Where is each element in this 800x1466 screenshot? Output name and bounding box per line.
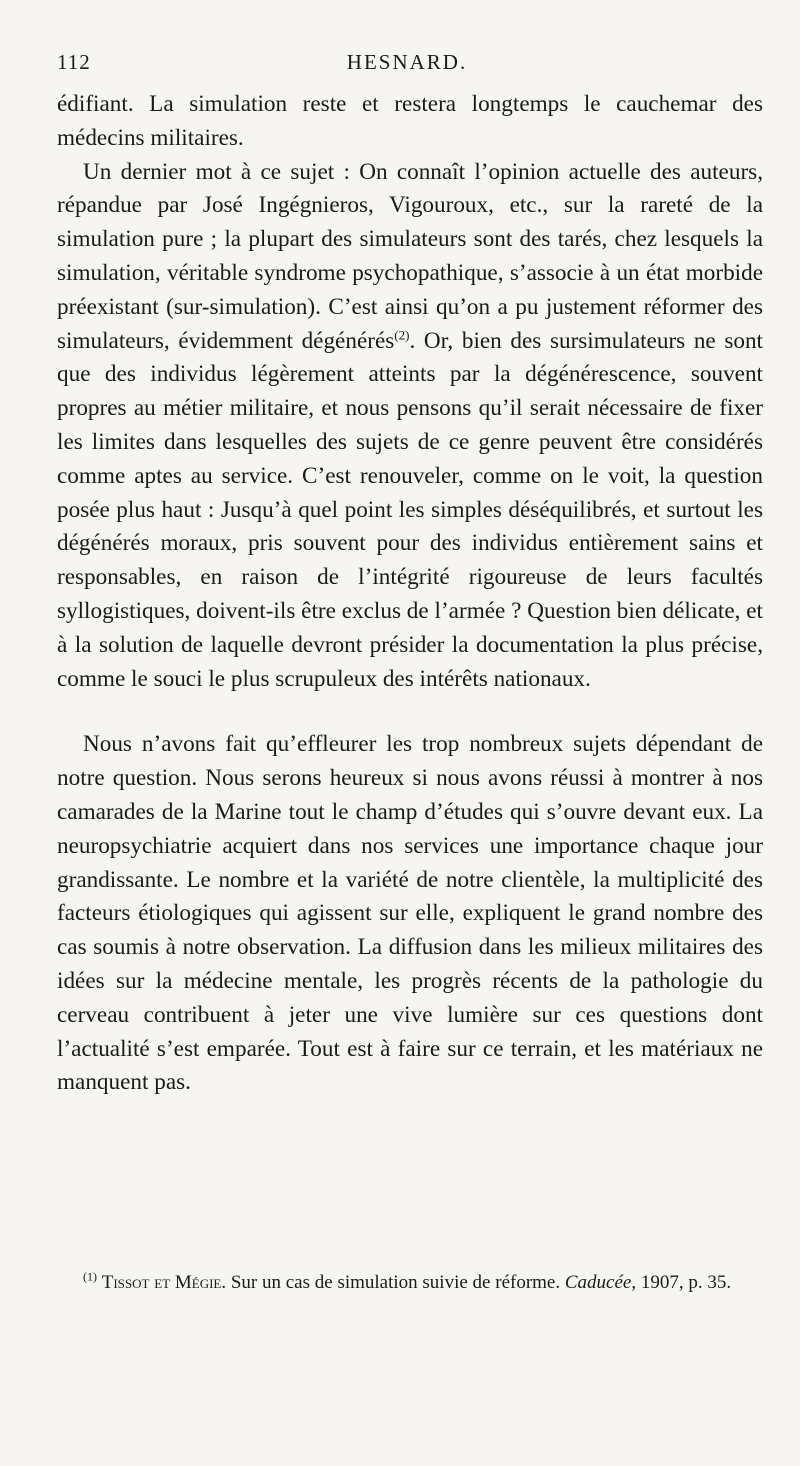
paragraph-2 xyxy=(57,156,763,697)
footnotes xyxy=(57,1268,763,1297)
body-text xyxy=(57,88,763,1100)
footnote-reference-2: (2) xyxy=(394,326,410,342)
page-number: 112 xyxy=(57,50,91,74)
footnote-marker: (1) xyxy=(83,1269,97,1284)
running-head-author: HESNARD. xyxy=(346,50,468,74)
paragraph-1: édifiant. La simulation reste et restera longtemps le cauchemar des médecins militaires. xyxy=(57,91,763,151)
footnote-journal: Caducée xyxy=(564,1272,632,1293)
footnote-authors: Tissot et Mégie. xyxy=(101,1272,227,1293)
running-head xyxy=(57,50,757,82)
footnote-1 xyxy=(57,1268,763,1297)
footnote-text: Sur un cas de simulation suivie de réforme. xyxy=(226,1272,565,1293)
paragraph-2-part-2: . Or, bien des sursimulateurs ne sont que des individus légèrement atteints par la dégénérescence, souvent propres au métier militaire, et nous pensons qu’il serait nécessaire de fixer les limites dans lesquelles des sujets de ce genre peuvent être considérés comme aptes au service. C’est renouveler, comme on le voit, la question posée plus haut : Jusqu’à quel point les simples déséquilibrés, et surtout les dégénérés moraux, pris souvent pour des individus entièrement sains et responsables, en raison de l’intégrité rigoureuse de leurs facultés syllogistiques, doivent-ils être exclus de l’armée ? Question bien délicate, et à la solution de laquelle devront présider la documentation la plus précise, comme le souci le plus scrupuleux des intérêts nationaux. xyxy=(57,327,763,692)
footnote-tail: , 1907, p. 35. xyxy=(631,1272,732,1293)
paragraph-3: Nous n’avons fait qu’effleurer les trop nombreux sujets dépendant de notre question. Nous serons heureux si nous avons réussi à montrer à nos camarades de la Marine tout le champ d’études qui s’ouvre devant eux. La neuropsychiatrie acquiert dans nos services une importance chaque jour grandissante. Le nombre et la variété de notre clientèle, la multiplicité des facteurs étiologiques qui agissent sur elle, expliquent le grand nombre des cas soumis à notre observation. La diffusion dans les milieux militaires des idées sur la médecine mentale, les progrès récents de la pathologie du cerveau contribuent à jeter une vive lumière sur ces questions dont l’actualité s’est emparée. Tout est à faire sur ce terrain, et les matériaux ne manquent pas. xyxy=(57,731,763,1096)
paragraph-2-part-1: Un dernier mot à ce sujet : On connaît l’opinion actuelle des auteurs, répandue par José Ingégnieros, Vigouroux, etc., sur la rareté de la simulation pure ; la plupart des simulateurs sont des tarés, chez lesquels la simulation, véritable syndrome psychopathique, s’associe à un état morbide préexistant (sur-simulation). C’est ainsi qu’on a pu justement réformer des simulateurs, évidemment dégénérés xyxy=(57,158,763,354)
